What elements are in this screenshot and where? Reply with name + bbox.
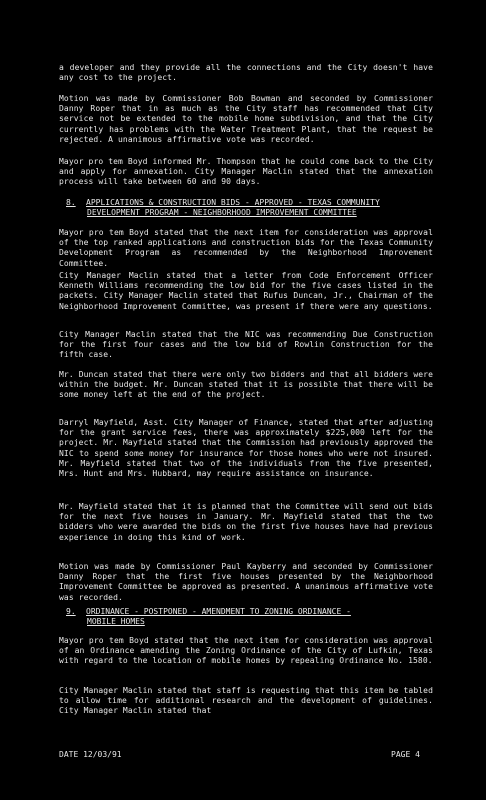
paragraph-motion-approve-houses: Motion was made by Commissioner Paul Kayberry and seconded by Commissioner Danny Roper that the first five houses presented by the Neighborhood Improvement Committee be approved as presented. A unanimous affirmative vote was recorded. — [59, 562, 433, 602]
section-number: 9. — [66, 607, 76, 616]
section-number: 8. — [66, 198, 76, 207]
paragraph-motion-reject-request: Motion was made by Commissioner Bob Bowman and seconded by Commissioner Danny Roper that in as much as the City staff has recommended that City service not be extended to the mobile home subdivision, and that the City currently has problems with the Water Treatment Plant, that the request be rejected. A unanimous affirmative vote was recorded. — [59, 94, 433, 144]
section-title-line2: MOBILE HOMES — [87, 617, 145, 627]
paragraph-mayfield-bids: Mr. Mayfield stated that it is planned that the Committee will send out bids for the next five houses in January. Mr. Mayfield stated that the two bidders who were awarded the bids on the first five houses have had previous experience in doing this kind of work. — [59, 502, 433, 542]
paragraph-zoning-ordinance: Mayor pro tem Boyd stated that the next item for consideration was approval of an Ordinance amending the Zoning Ordinance of the City of Lufkin, Texas with regard to the location of mobile homes by repealing Ordinance No. 1580. — [59, 636, 433, 666]
paragraph-annexation: Mayor pro tem Boyd informed Mr. Thompson that he could come back to the City and apply for annexation. City Manager Maclin stated that the annexation process will take between 60 and 90 days. — [59, 157, 433, 187]
section-title-line1: ORDINANCE - POSTPONED - AMENDMENT TO ZONING ORDINANCE - — [86, 607, 351, 616]
footer-page-number: PAGE 4 — [391, 750, 420, 759]
section-heading-8 — [66, 198, 446, 218]
paragraph-applications-approval: Mayor pro tem Boyd stated that the next item for consideration was approval of the top ranked applications and construction bids for the Texas Community Development Program as recommended by the Neighborhood Improvement Committee. — [59, 228, 433, 268]
paragraph-nic-recommendation: City Manager Maclin stated that the NIC was recommending Due Construction for the first four cases and the low bid of Rowlin Construction for the fifth case. — [59, 330, 433, 360]
section-title-line1: APPLICATIONS & CONSTRUCTION BIDS - APPROVED - TEXAS COMMUNITY — [86, 198, 380, 207]
paragraph-table-item: City Manager Maclin stated that staff is requesting that this item be tabled to allow time for additional research and the development of guidelines. City Manager Maclin stated that — [59, 686, 433, 716]
section-title-line2: DEVELOPMENT PROGRAM - NEIGHBORHOOD IMPROVEMENT COMMITTEE — [87, 208, 357, 218]
paragraph-mayfield-finance: Darryl Mayfield, Asst. City Manager of Finance, stated that after adjusting for the grant service fees, there was approximately $225,000 left for the project. Mr. Mayfield stated that the Commission had previously approved the NIC to spend some money for insurance for those homes who were not insured. Mr. Mayfield stated that two of the individuals from the five presented, Mrs. Hunt and Mrs. Hubbard, may require assistance on insurance. — [59, 418, 433, 479]
paragraph-developer-connections: a developer and they provide all the connections and the City doesn't have any cost to the project. — [59, 63, 433, 83]
section-heading-9 — [66, 607, 446, 627]
paragraph-code-enforcement-letter: City Manager Maclin stated that a letter from Code Enforcement Officer Kenneth Williams recommending the low bid for the five cases listed in the packets. City Manager Maclin stated that Rufus Duncan, Jr., Chairman of the Neighborhood Improvement Committee, was present if there were any questions. — [59, 271, 433, 311]
footer-date: DATE 12/03/91 — [59, 750, 122, 759]
paragraph-duncan-bidders: Mr. Duncan stated that there were only two bidders and that all bidders were within the budget. Mr. Duncan stated that it is possible that there will be some money left at the end of the project. — [59, 370, 433, 400]
